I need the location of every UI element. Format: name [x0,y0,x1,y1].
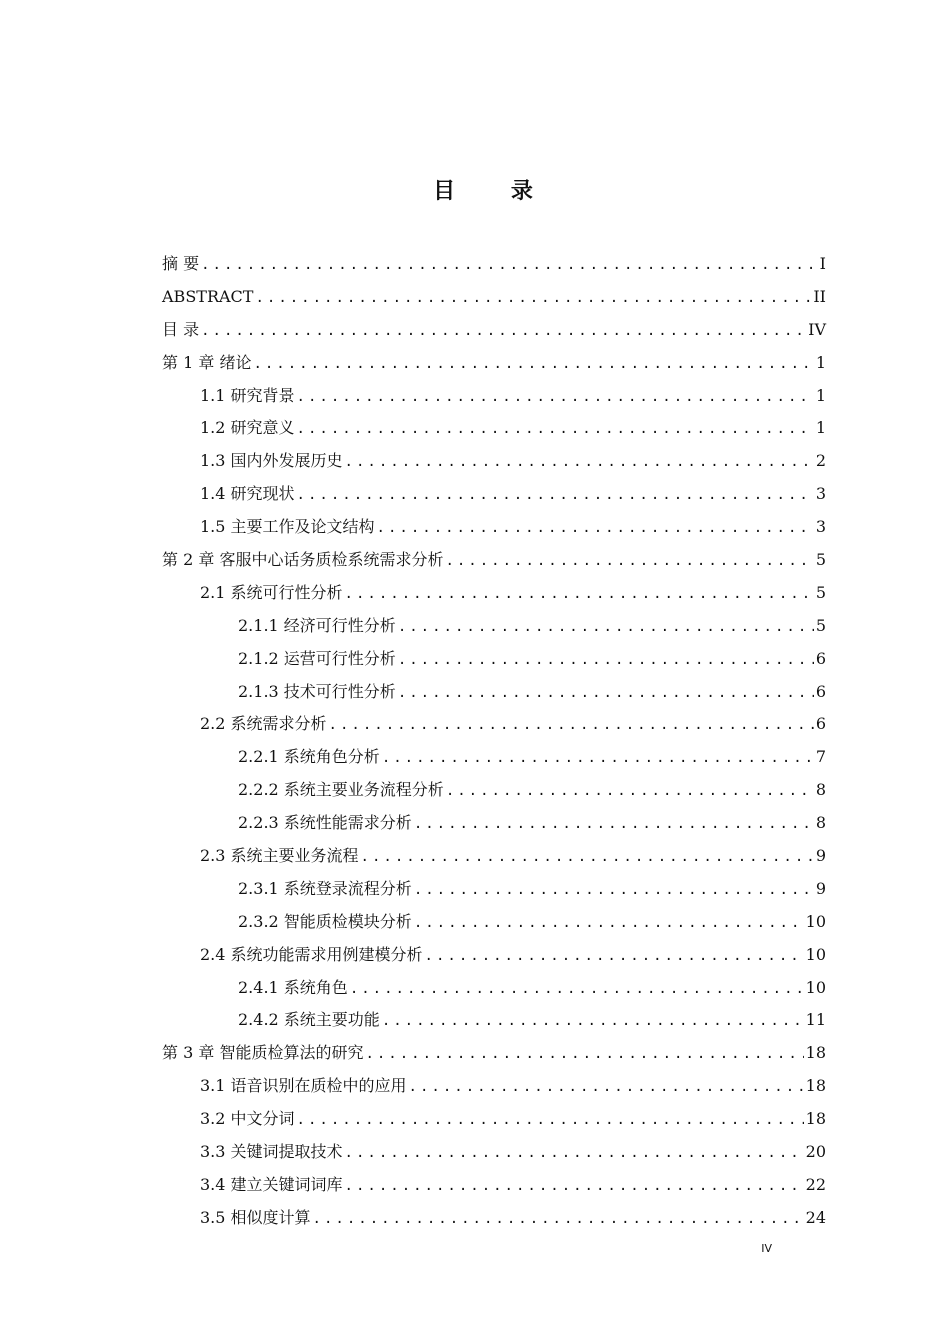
toc-entry-page: 1 [815,352,826,372]
toc-entry-page: 10 [805,944,826,964]
toc-entry-page: IV [808,319,826,339]
toc-entry[interactable] [162,1202,826,1235]
toc-dot-leader [345,1137,804,1170]
toc-dot-leader [329,709,814,742]
toc-dot-leader [382,742,814,775]
toc-entry-title: 第 2 章 客服中心话务质检系统需求分析 [162,550,444,570]
toc-entry[interactable] [162,380,826,413]
toc-dot-leader [297,479,814,512]
toc-entry[interactable] [162,873,826,906]
toc-dot-leader [297,413,814,446]
toc-entry[interactable] [162,248,826,281]
toc-entry-title: 2.2 系统需求分析 [200,714,327,734]
toc-entry-title: ABSTRACT [162,286,254,306]
toc-entry-page: 1 [815,418,826,438]
toc-entry[interactable] [162,972,826,1005]
toc-entry[interactable] [162,643,826,676]
toc-entry[interactable] [162,281,826,314]
toc-entry[interactable] [162,774,826,807]
toc-entry-page: 22 [805,1174,826,1194]
toc-dot-leader [345,446,814,479]
toc-dot-leader [398,644,814,677]
toc-entry-page: 6 [815,681,826,701]
toc-entry-page: 20 [805,1142,826,1162]
toc-entry[interactable] [162,807,826,840]
toc-entry-title: 2.1.3 技术可行性分析 [238,681,396,701]
toc-entry-title: 2.4.2 系统主要功能 [238,1010,380,1030]
toc-entry[interactable] [162,347,826,380]
toc-entry[interactable] [162,478,826,511]
toc-entry[interactable] [162,577,826,610]
toc-dot-leader [313,1203,804,1236]
toc-entry[interactable] [162,708,826,741]
toc-entry-page: I [819,254,826,273]
page-number: IV [761,1242,772,1255]
toc-entry-title: 2.3 系统主要业务流程 [200,846,359,866]
toc-entry-page: 6 [815,714,826,734]
page-title: 目 录 [433,179,557,204]
toc-dot-leader [201,315,806,348]
toc-entry-page: 18 [805,1076,826,1096]
toc-entry-title: 2.2.2 系统主要业务流程分析 [238,780,444,800]
toc-dot-leader [297,381,814,414]
table-of-contents [162,248,826,1235]
toc-dot-leader [414,808,814,841]
toc-entry[interactable] [162,1103,826,1136]
toc-entry-page: 24 [805,1207,826,1227]
toc-entry-title: 摘 要 [162,254,200,273]
toc-entry-title: 3.5 相似度计算 [200,1207,311,1227]
toc-dot-leader [345,1170,804,1203]
toc-entry-page: 3 [815,484,826,504]
toc-entry-page: 5 [815,550,826,570]
toc-entry[interactable] [162,445,826,478]
toc-entry-page: 8 [815,780,826,800]
toc-entry-title: 2.3.1 系统登录流程分析 [238,878,412,898]
toc-entry-page: 5 [815,582,826,602]
toc-dot-leader [297,1104,804,1137]
toc-dot-leader [425,940,804,973]
toc-entry-page: 11 [805,1010,826,1030]
toc-dot-leader [414,874,814,907]
toc-entry-page: 18 [805,1043,826,1063]
toc-entry-title: 3.2 中文分词 [200,1109,295,1129]
toc-entry[interactable] [162,1070,826,1103]
toc-entry-page: 9 [815,878,826,898]
toc-entry-title: 1.1 研究背景 [200,385,295,405]
toc-entry-title: 2.1.2 运营可行性分析 [238,648,396,668]
toc-entry-title: 2.4.1 系统角色 [238,977,348,997]
toc-dot-leader [361,841,814,874]
toc-entry-title: 1.5 主要工作及论文结构 [200,517,375,537]
toc-entry-title: 2.2.1 系统角色分析 [238,747,380,767]
toc-dot-leader [409,1071,804,1104]
toc-dot-leader [345,578,814,611]
toc-entry-page: 9 [815,846,826,866]
toc-entry-page: 18 [805,1109,826,1129]
toc-entry[interactable] [162,939,826,972]
toc-entry-page: 6 [815,648,826,668]
toc-entry-page: 10 [805,977,826,997]
toc-dot-leader [414,907,804,940]
toc-entry-title: 3.3 关键词提取技术 [200,1142,343,1162]
toc-entry-title: 第 1 章 绪论 [162,352,252,372]
toc-dot-leader [377,512,814,545]
toc-entry[interactable] [162,840,826,873]
toc-entry-title: 1.4 研究现状 [200,484,295,504]
toc-dot-leader [201,249,818,282]
toc-entry-title: 第 3 章 智能质检算法的研究 [162,1043,364,1063]
toc-entry[interactable] [162,1037,826,1070]
toc-entry-page: 2 [815,451,826,471]
toc-dot-leader [445,545,813,578]
toc-entry-page: 8 [815,813,826,833]
toc-entry-title: 目 录 [162,319,200,339]
toc-entry[interactable] [162,741,826,774]
toc-entry[interactable] [162,1004,826,1037]
toc-entry-title: 1.2 研究意义 [200,418,295,438]
toc-entry-page: 7 [815,747,826,767]
toc-entry-title: 3.4 建立关键词词库 [200,1174,343,1194]
toc-entry-page: 10 [805,911,826,931]
toc-entry-title: 2.2.3 系统性能需求分析 [238,813,412,833]
toc-dot-leader [446,775,814,808]
toc-entry-page: 3 [815,517,826,537]
toc-entry[interactable] [162,610,826,643]
toc-entry[interactable] [162,1169,826,1202]
toc-entry[interactable] [162,1136,826,1169]
toc-entry[interactable] [162,676,826,709]
toc-entry-page: 5 [815,615,826,635]
toc-dot-leader [350,973,804,1006]
toc-entry-title: 2.1.1 经济可行性分析 [238,615,396,635]
toc-dot-leader [398,611,814,644]
toc-entry[interactable] [162,511,826,544]
toc-entry[interactable] [162,906,826,939]
toc-dot-leader [255,282,811,315]
toc-entry[interactable] [162,544,826,577]
toc-dot-leader [382,1005,804,1038]
toc-entry-title: 3.1 语音识别在质检中的应用 [200,1076,407,1096]
toc-dot-leader [253,348,813,381]
toc-entry-title: 2.3.2 智能质检模块分析 [238,911,412,931]
toc-entry-page: 1 [815,385,826,405]
toc-entry[interactable] [162,314,826,347]
toc-entry-page: II [813,286,826,306]
toc-dot-leader [365,1038,803,1071]
toc-entry[interactable] [162,412,826,445]
toc-entry-title: 2.4 系统功能需求用例建模分析 [200,944,423,964]
toc-dot-leader [398,677,814,710]
toc-entry-title: 1.3 国内外发展历史 [200,451,343,471]
toc-entry-title: 2.1 系统可行性分析 [200,582,343,602]
